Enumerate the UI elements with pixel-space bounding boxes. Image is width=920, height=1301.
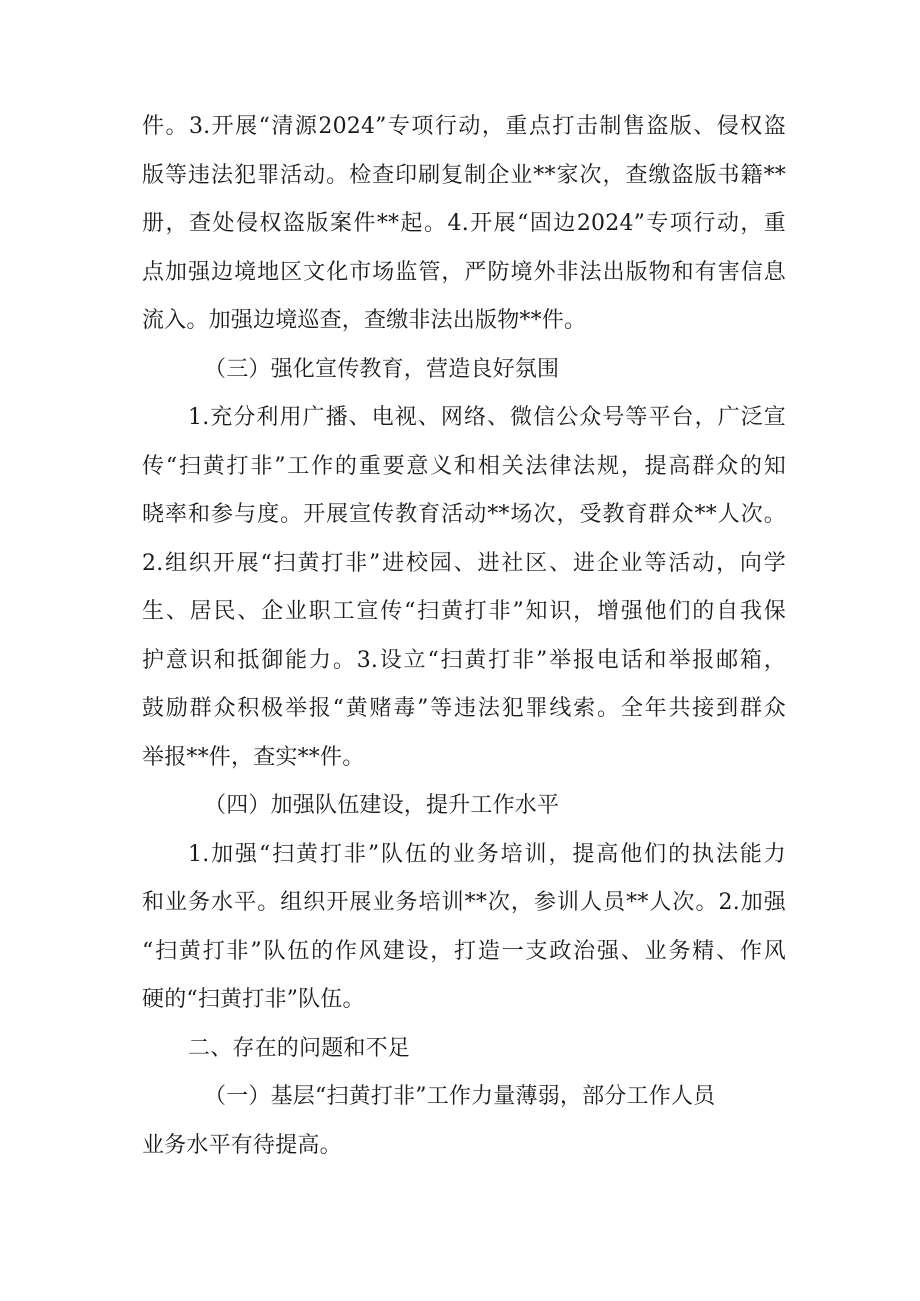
text-line: 护意识和抵御能力。3.设立“扫黄打非”举报电话和举报邮箱， <box>142 647 786 673</box>
text-line: 和业务水平。组织开展业务培训**次，参训人员**人次。2.加强 <box>142 890 786 915</box>
text-line: 传“扫黄打非”工作的重要意义和相关法律法规，提高群众的知 <box>142 453 786 479</box>
text-line: 硬的“扫黄打非”队伍。 <box>142 987 365 1012</box>
section-heading: （四）加强队伍建设，提升工作水平 <box>204 793 560 818</box>
text-line: 件。3.开展“清源2024”专项行动，重点打击制售盗版、侵权盗 <box>142 114 786 139</box>
text-line: 晓率和参与度。开展宣传教育活动**场次，受教育群众**人次。 <box>142 502 786 527</box>
text-line: 1.加强“扫黄打非”队伍的业务培训，提高他们的执法能力 <box>188 841 786 867</box>
text-line: 业务水平有待提高。 <box>142 1132 342 1158</box>
text-line: 1.充分利用广播、电视、网络、微信公众号等平台，广泛宣 <box>188 405 786 430</box>
chapter-heading: 二、存在的问题和不足 <box>188 1035 411 1061</box>
text-line: 2.组织开展“扫黄打非”进校园、进社区、进企业等活动，向学 <box>142 550 786 576</box>
document-body <box>142 103 786 1170</box>
text-line: 生、居民、企业职工宣传“扫黄打非”知识，增强他们的自我保 <box>142 599 786 624</box>
text-line: 版等违法犯罪活动。检查印刷复制企业**家次，查缴盗版书籍** <box>142 162 786 188</box>
text-line: 点加强边境地区文化市场监管，严防境外非法出版物和有害信息 <box>142 259 786 285</box>
text-line: 册，查处侵权盗版案件**起。4.开展“固边2024”专项行动，重 <box>142 211 786 236</box>
text-line: 鼓励群众积极举报“黄赌毒”等违法犯罪线索。全年共接到群众 <box>142 696 786 721</box>
text-line: 流入。加强边境巡查，查缴非法出版物**件。 <box>142 308 587 333</box>
section-heading: （三）强化宣传教育，营造良好氛围 <box>204 356 560 382</box>
text-line: “扫黄打非”队伍的作风建设，打造一支政治强、业务精、作风 <box>142 938 786 964</box>
text-line: 举报**件，查实**件。 <box>142 744 365 770</box>
section-heading: （一）基层“扫黄打非”工作力量薄弱，部分工作人员 <box>204 1084 716 1109</box>
